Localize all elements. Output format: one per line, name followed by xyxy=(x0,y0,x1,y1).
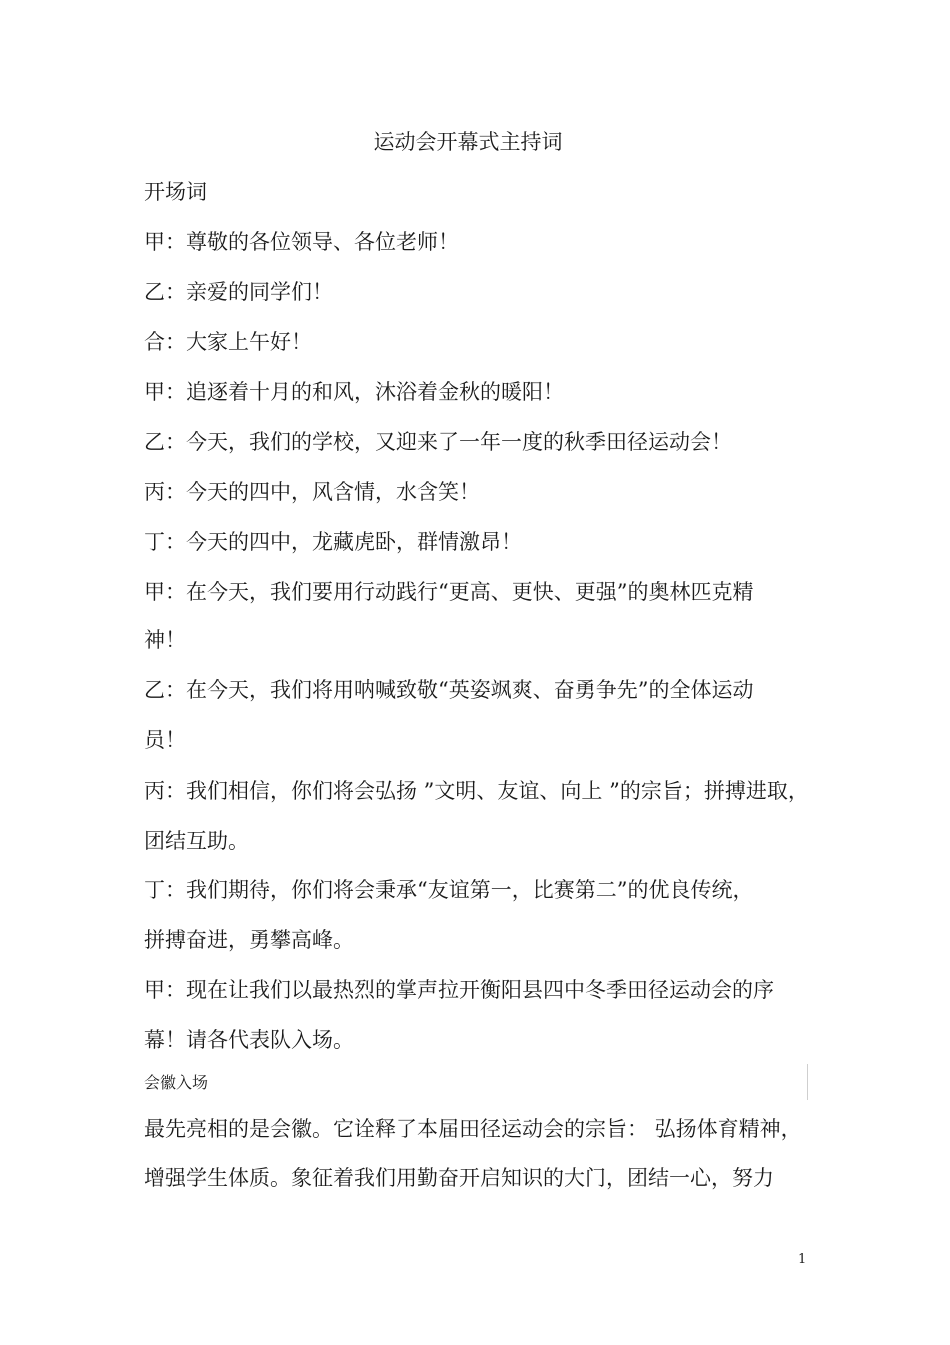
speech-line: 团结互助。 xyxy=(144,829,249,853)
speech-line: 丙：我们相信，你们将会弘扬 ”文明、友谊、向上 ”的宗旨；拼搏进取， xyxy=(144,779,809,803)
section-heading-emblem: 会徽入场 xyxy=(144,1073,209,1092)
body-line: 增强学生体质。象征着我们用勤奋开启知识的大门，团结一心，努力 xyxy=(144,1166,774,1190)
document-title: 运动会开幕式主持词 xyxy=(373,130,563,154)
speech-line: 乙：在今天，我们将用呐喊致敬“英姿飒爽、奋勇争先”的全体运动 xyxy=(144,678,754,702)
body-line: 最先亮相的是会徽。它诠释了本届田径运动会的宗旨： 弘扬体育精神， xyxy=(144,1117,802,1141)
speech-line: 甲：追逐着十月的和风，沐浴着金秋的暖阳！ xyxy=(144,380,564,404)
page-number: 1 xyxy=(798,1252,807,1267)
speech-line: 神！ xyxy=(144,628,186,652)
margin-divider xyxy=(807,1064,808,1100)
speech-line: 员！ xyxy=(144,728,186,752)
speech-line: 合：大家上午好！ xyxy=(144,330,312,354)
speech-line: 甲：在今天，我们要用行动践行“更高、更快、更强”的奥林匹克精 xyxy=(144,580,754,604)
speech-line: 丁：今天的四中，龙藏虎卧，群情激昂！ xyxy=(144,530,522,554)
speech-line: 乙：亲爱的同学们！ xyxy=(144,280,333,304)
speech-line: 拼搏奋进，勇攀高峰。 xyxy=(144,928,354,952)
speech-line: 甲：现在让我们以最热烈的掌声拉开衡阳县四中冬季田径运动会的序 xyxy=(144,978,774,1002)
speech-line: 丙：今天的四中，风含情，水含笑！ xyxy=(144,480,480,504)
speech-line: 甲：尊敬的各位领导、各位老师！ xyxy=(144,230,459,254)
speech-line: 乙：今天，我们的学校，又迎来了一年一度的秋季田径运动会！ xyxy=(144,430,732,454)
speech-line: 丁：我们期待，你们将会秉承“友谊第一，比赛第二”的优良传统， xyxy=(144,878,754,902)
speech-line: 幕！请各代表队入场。 xyxy=(144,1028,354,1052)
section-heading-opening: 开场词 xyxy=(144,180,207,204)
